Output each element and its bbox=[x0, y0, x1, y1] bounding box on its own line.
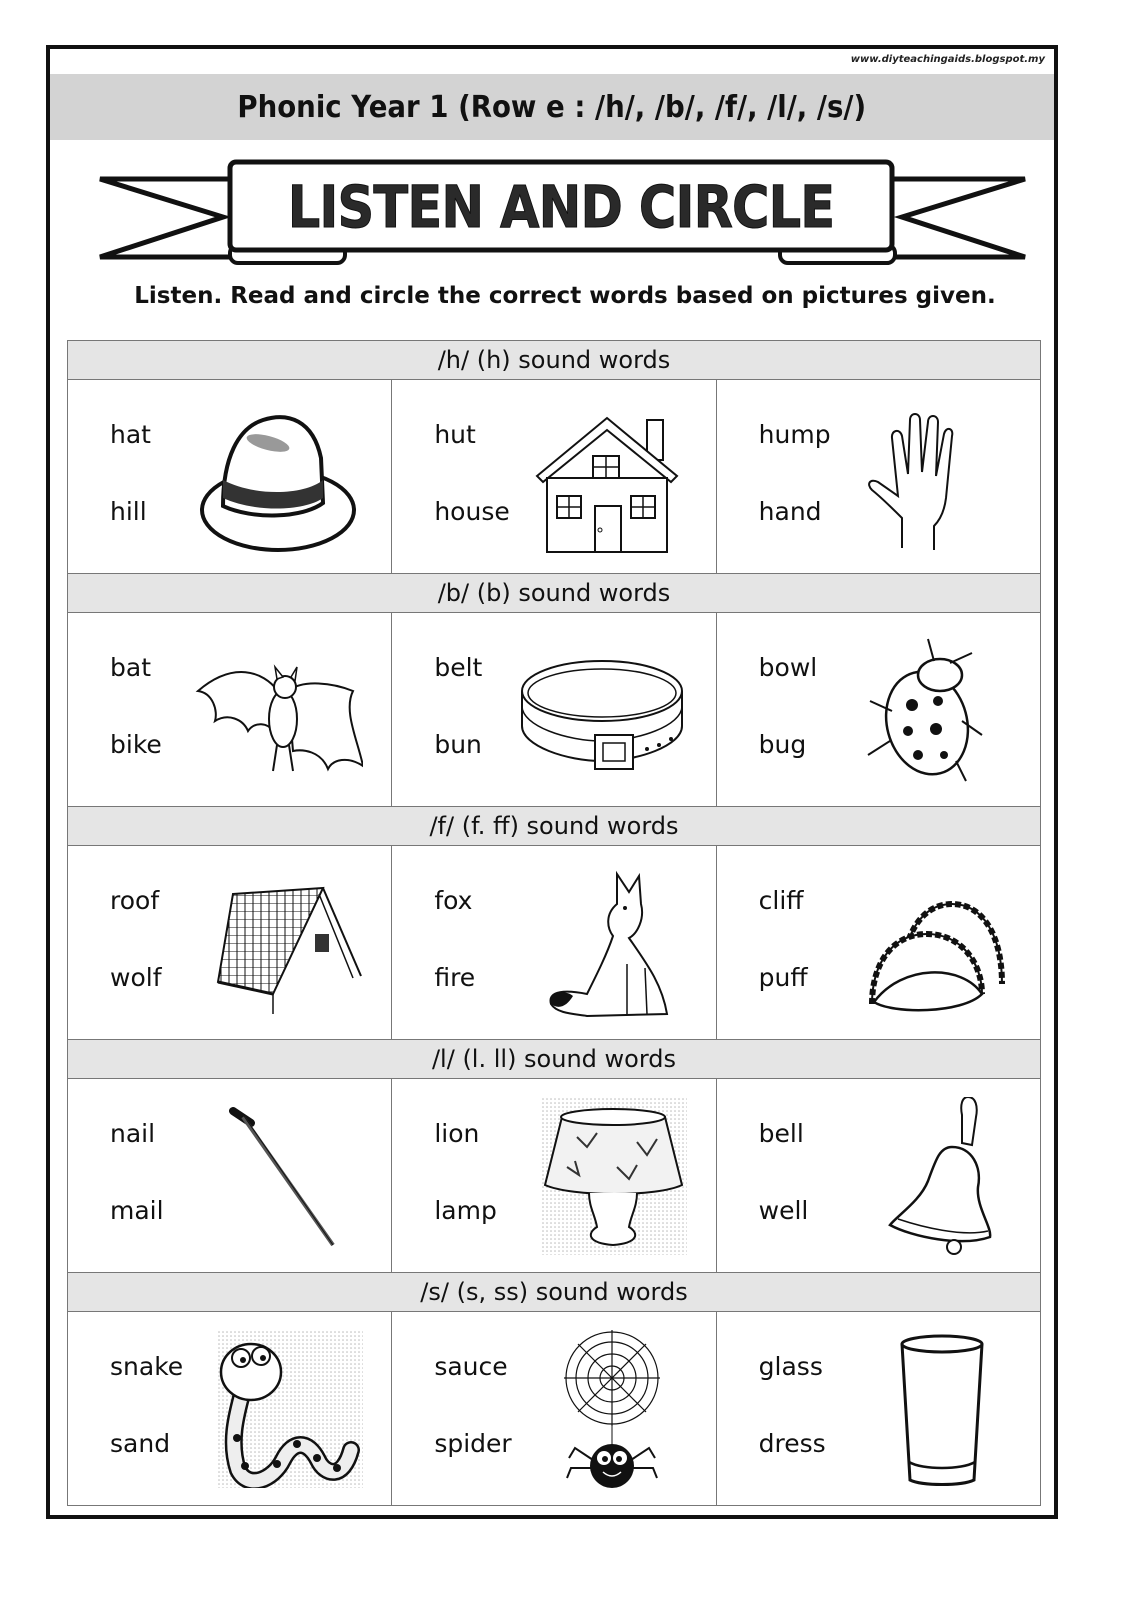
word-cell bbox=[392, 613, 716, 806]
hand-icon bbox=[842, 398, 1012, 556]
page-title: Phonic Year 1 (Row e : /h/, /b/, /f/, /l/, /s/) bbox=[237, 89, 867, 125]
word-option[interactable]: dress bbox=[758, 1429, 826, 1458]
word-option[interactable]: sauce bbox=[434, 1352, 508, 1381]
roof-icon bbox=[193, 864, 363, 1022]
banner-title: LISTEN AND CIRCLE bbox=[287, 173, 835, 241]
word-cell bbox=[68, 613, 392, 806]
lamp-icon bbox=[517, 1097, 687, 1255]
word-option[interactable]: lamp bbox=[434, 1196, 497, 1225]
section-header: /l/ (l. ll) sound words bbox=[68, 1040, 1040, 1079]
puff-pastry-icon bbox=[842, 864, 1012, 1022]
word-option[interactable]: hat bbox=[110, 420, 151, 449]
word-option[interactable]: cliff bbox=[758, 886, 804, 915]
word-option[interactable]: hump bbox=[758, 420, 831, 449]
bat-icon bbox=[193, 631, 363, 789]
word-option[interactable]: bun bbox=[434, 730, 482, 759]
word-cell bbox=[68, 1079, 392, 1272]
glass-icon bbox=[842, 1330, 1012, 1488]
fox-icon bbox=[517, 864, 687, 1022]
worksheet-grid bbox=[67, 340, 1041, 1506]
word-option[interactable]: hut bbox=[434, 420, 476, 449]
word-option[interactable]: spider bbox=[434, 1429, 512, 1458]
section-l bbox=[68, 1040, 1040, 1273]
hat-icon bbox=[193, 398, 363, 556]
section-h bbox=[68, 341, 1040, 574]
word-option[interactable]: fire bbox=[434, 963, 476, 992]
section-row bbox=[68, 1312, 1040, 1505]
word-option[interactable]: bat bbox=[110, 653, 151, 682]
word-option[interactable]: bowl bbox=[758, 653, 818, 682]
section-header: /s/ (s, ss) sound words bbox=[68, 1273, 1040, 1312]
word-option[interactable]: mail bbox=[110, 1196, 164, 1225]
section-row bbox=[68, 613, 1040, 807]
word-option[interactable]: wolf bbox=[110, 963, 162, 992]
website-url: www.diyteachingaids.blogspot.my bbox=[850, 54, 1045, 65]
title-band bbox=[50, 74, 1054, 140]
word-cell bbox=[392, 1312, 716, 1505]
word-option[interactable]: puff bbox=[758, 963, 808, 992]
word-option[interactable]: bug bbox=[758, 730, 807, 759]
section-header: /h/ (h) sound words bbox=[68, 341, 1040, 380]
ladybug-icon bbox=[842, 631, 1012, 789]
word-cell bbox=[68, 1312, 392, 1505]
word-option[interactable]: fox bbox=[434, 886, 473, 915]
word-option[interactable]: house bbox=[434, 497, 510, 526]
word-option[interactable]: lion bbox=[434, 1119, 480, 1148]
house-icon bbox=[517, 398, 687, 556]
snake-icon bbox=[193, 1330, 363, 1488]
section-row bbox=[68, 846, 1040, 1040]
section-header: /b/ (b) sound words bbox=[68, 574, 1040, 613]
bell-icon bbox=[842, 1097, 1012, 1255]
word-option[interactable]: sand bbox=[110, 1429, 171, 1458]
nail-icon bbox=[193, 1097, 363, 1255]
word-cell bbox=[392, 1079, 716, 1272]
word-option[interactable]: hand bbox=[758, 497, 822, 526]
word-option[interactable]: bell bbox=[758, 1119, 804, 1148]
word-option[interactable]: snake bbox=[110, 1352, 184, 1381]
word-cell bbox=[717, 1312, 1040, 1505]
word-cell bbox=[717, 613, 1040, 806]
section-s bbox=[68, 1273, 1040, 1505]
word-cell bbox=[717, 380, 1040, 573]
word-option[interactable]: belt bbox=[434, 653, 483, 682]
spider-icon bbox=[517, 1330, 687, 1488]
word-option[interactable]: nail bbox=[110, 1119, 156, 1148]
word-cell bbox=[392, 380, 716, 573]
section-row bbox=[68, 1079, 1040, 1273]
word-cell bbox=[717, 1079, 1040, 1272]
word-cell bbox=[717, 846, 1040, 1039]
section-header: /f/ (f. ff) sound words bbox=[68, 807, 1040, 846]
section-b bbox=[68, 574, 1040, 807]
word-cell bbox=[392, 846, 716, 1039]
section-f bbox=[68, 807, 1040, 1040]
word-option[interactable]: hill bbox=[110, 497, 147, 526]
word-option[interactable]: roof bbox=[110, 886, 160, 915]
instruction-text: Listen. Read and circle the correct words based on pictures given. bbox=[134, 283, 996, 309]
word-cell bbox=[68, 380, 392, 573]
word-option[interactable]: glass bbox=[758, 1352, 823, 1381]
word-option[interactable]: bike bbox=[110, 730, 162, 759]
word-cell bbox=[68, 846, 392, 1039]
section-row bbox=[68, 380, 1040, 574]
belt-icon bbox=[517, 631, 687, 789]
word-option[interactable]: well bbox=[758, 1196, 809, 1225]
